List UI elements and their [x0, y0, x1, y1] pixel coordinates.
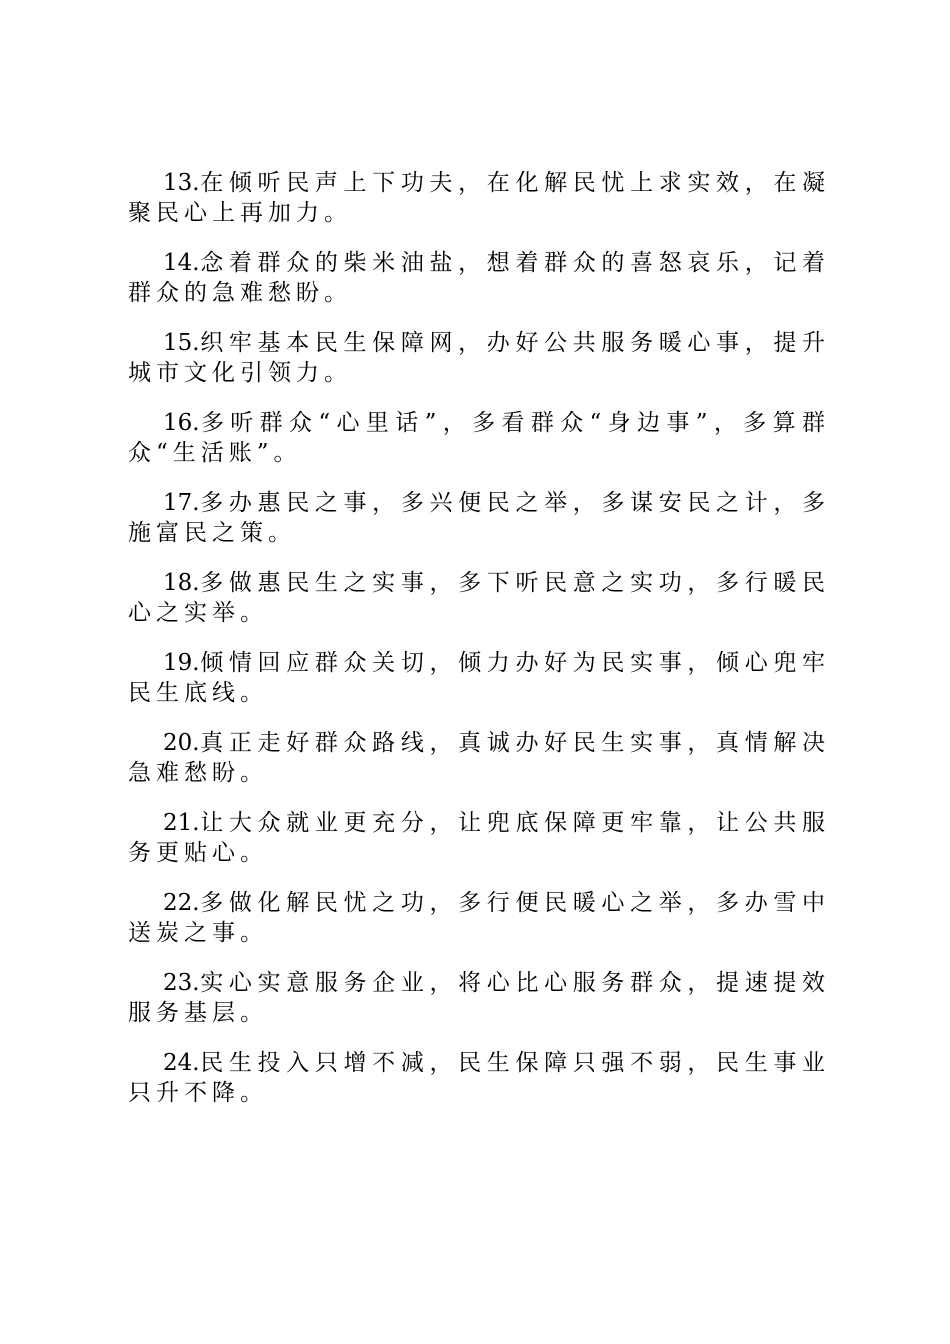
item-number: 14.: [163, 250, 200, 276]
list-item-24: [128, 1048, 830, 1108]
list-item-19: [128, 648, 830, 708]
list-item-21: [128, 808, 830, 868]
slogan-list: [128, 168, 830, 1128]
item-number: 18.: [163, 570, 200, 596]
item-text: 在倾听民声上下功夫，在化解民忧上求实效，在凝聚民心上再加力。: [128, 170, 830, 226]
item-text: 织牢基本民生保障网，办好公共服务暖心事，提升城市文化引领力。: [128, 330, 830, 386]
item-text: 多做化解民忧之功，多行便民暖心之举，多办雪中送炭之事。: [128, 890, 830, 946]
list-item-23: [128, 968, 830, 1028]
list-item-20: [128, 728, 830, 788]
item-number: 13.: [163, 170, 200, 196]
item-text: 实心实意服务企业，将心比心服务群众，提速提效服务基层。: [128, 970, 830, 1026]
item-text: 念着群众的柴米油盐，想着群众的喜怒哀乐，记着群众的急难愁盼。: [128, 250, 830, 306]
list-item-22: [128, 888, 830, 948]
item-text: 倾情回应群众关切，倾力办好为民实事，倾心兜牢民生底线。: [128, 650, 830, 706]
item-text: 真正走好群众路线，真诚办好民生实事，真情解决急难愁盼。: [128, 730, 830, 786]
item-text: 让大众就业更充分，让兜底保障更牢靠，让公共服务更贴心。: [128, 810, 830, 866]
item-number: 17.: [163, 490, 200, 516]
item-number: 24.: [163, 1050, 200, 1076]
item-text: 民生投入只增不减，民生保障只强不弱，民生事业只升不降。: [128, 1050, 830, 1106]
item-number: 22.: [163, 890, 200, 916]
item-number: 19.: [163, 650, 200, 676]
item-number: 15.: [163, 330, 200, 356]
list-item-15: [128, 328, 830, 388]
list-item-18: [128, 568, 830, 628]
item-text: 多听群众“心里话”，多看群众“身边事”，多算群众“生活账”。: [128, 410, 830, 466]
item-text: 多做惠民生之实事，多下听民意之实功，多行暖民心之实举。: [128, 570, 830, 626]
list-item-16: [128, 408, 830, 468]
item-number: 23.: [163, 970, 200, 996]
list-item-14: [128, 248, 830, 308]
list-item-17: [128, 488, 830, 548]
item-number: 20.: [163, 730, 200, 756]
item-number: 21.: [163, 810, 200, 836]
item-number: 16.: [163, 410, 200, 436]
list-item-13: [128, 168, 830, 228]
item-text: 多办惠民之事，多兴便民之举，多谋安民之计，多施富民之策。: [128, 490, 830, 546]
